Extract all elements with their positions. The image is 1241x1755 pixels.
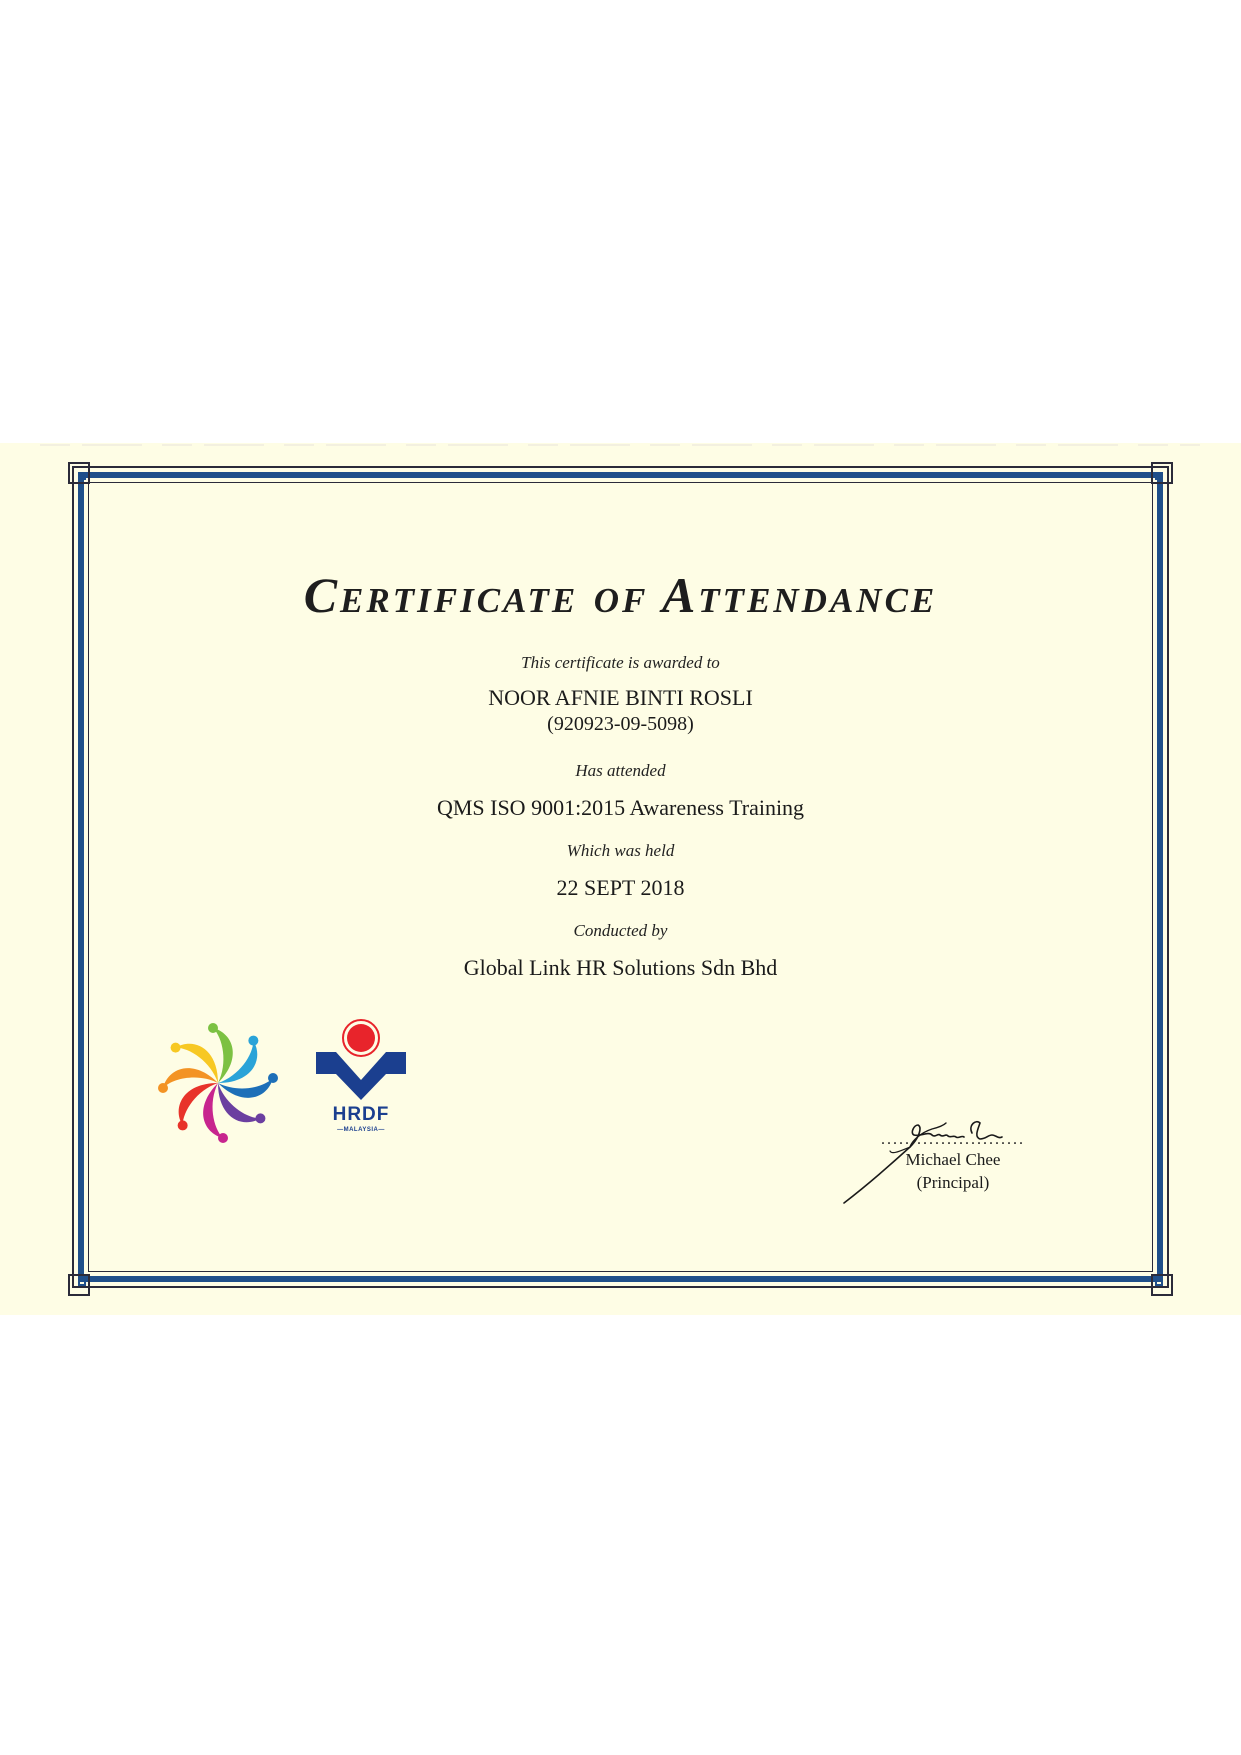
corner-ornament-bottom-left: [68, 1274, 90, 1296]
hrdf-logo-subtext: —MALAYSIA—: [337, 1127, 385, 1133]
held-label: Which was held: [566, 841, 675, 860]
signatory-role: (Principal): [916, 1173, 990, 1192]
corner-ornament-top-right: [1151, 462, 1173, 484]
course-name: QMS ISO 9001:2015 Awareness Training: [436, 795, 805, 820]
hrdf-logo-text: HRDF: [332, 1104, 390, 1125]
certificate-title: Certificate of Attendance: [303, 567, 938, 623]
corner-ornament-top-left: [68, 462, 90, 484]
pinwheel-people-logo-icon: [158, 1023, 278, 1143]
recipient-id: (920923-09-5098): [547, 713, 694, 735]
event-date: 22 SEPT 2018: [556, 875, 685, 900]
organizer-name: Global Link HR Solutions Sdn Bhd: [463, 955, 778, 980]
signature-dotted-line: ........................: [881, 1131, 1025, 1148]
attended-label: Has attended: [575, 761, 666, 780]
recipient-name: NOOR AFNIE BINTI ROSLI: [488, 685, 753, 710]
scan-artifact-line: [0, 443, 1241, 447]
conducted-label: Conducted by: [573, 921, 668, 940]
signatory-name: Michael Chee: [905, 1150, 1001, 1169]
awarded-to-label: This certificate is awarded to: [521, 653, 720, 672]
corner-ornament-bottom-right: [1151, 1274, 1173, 1296]
certificate-sheet: [0, 443, 1241, 1315]
